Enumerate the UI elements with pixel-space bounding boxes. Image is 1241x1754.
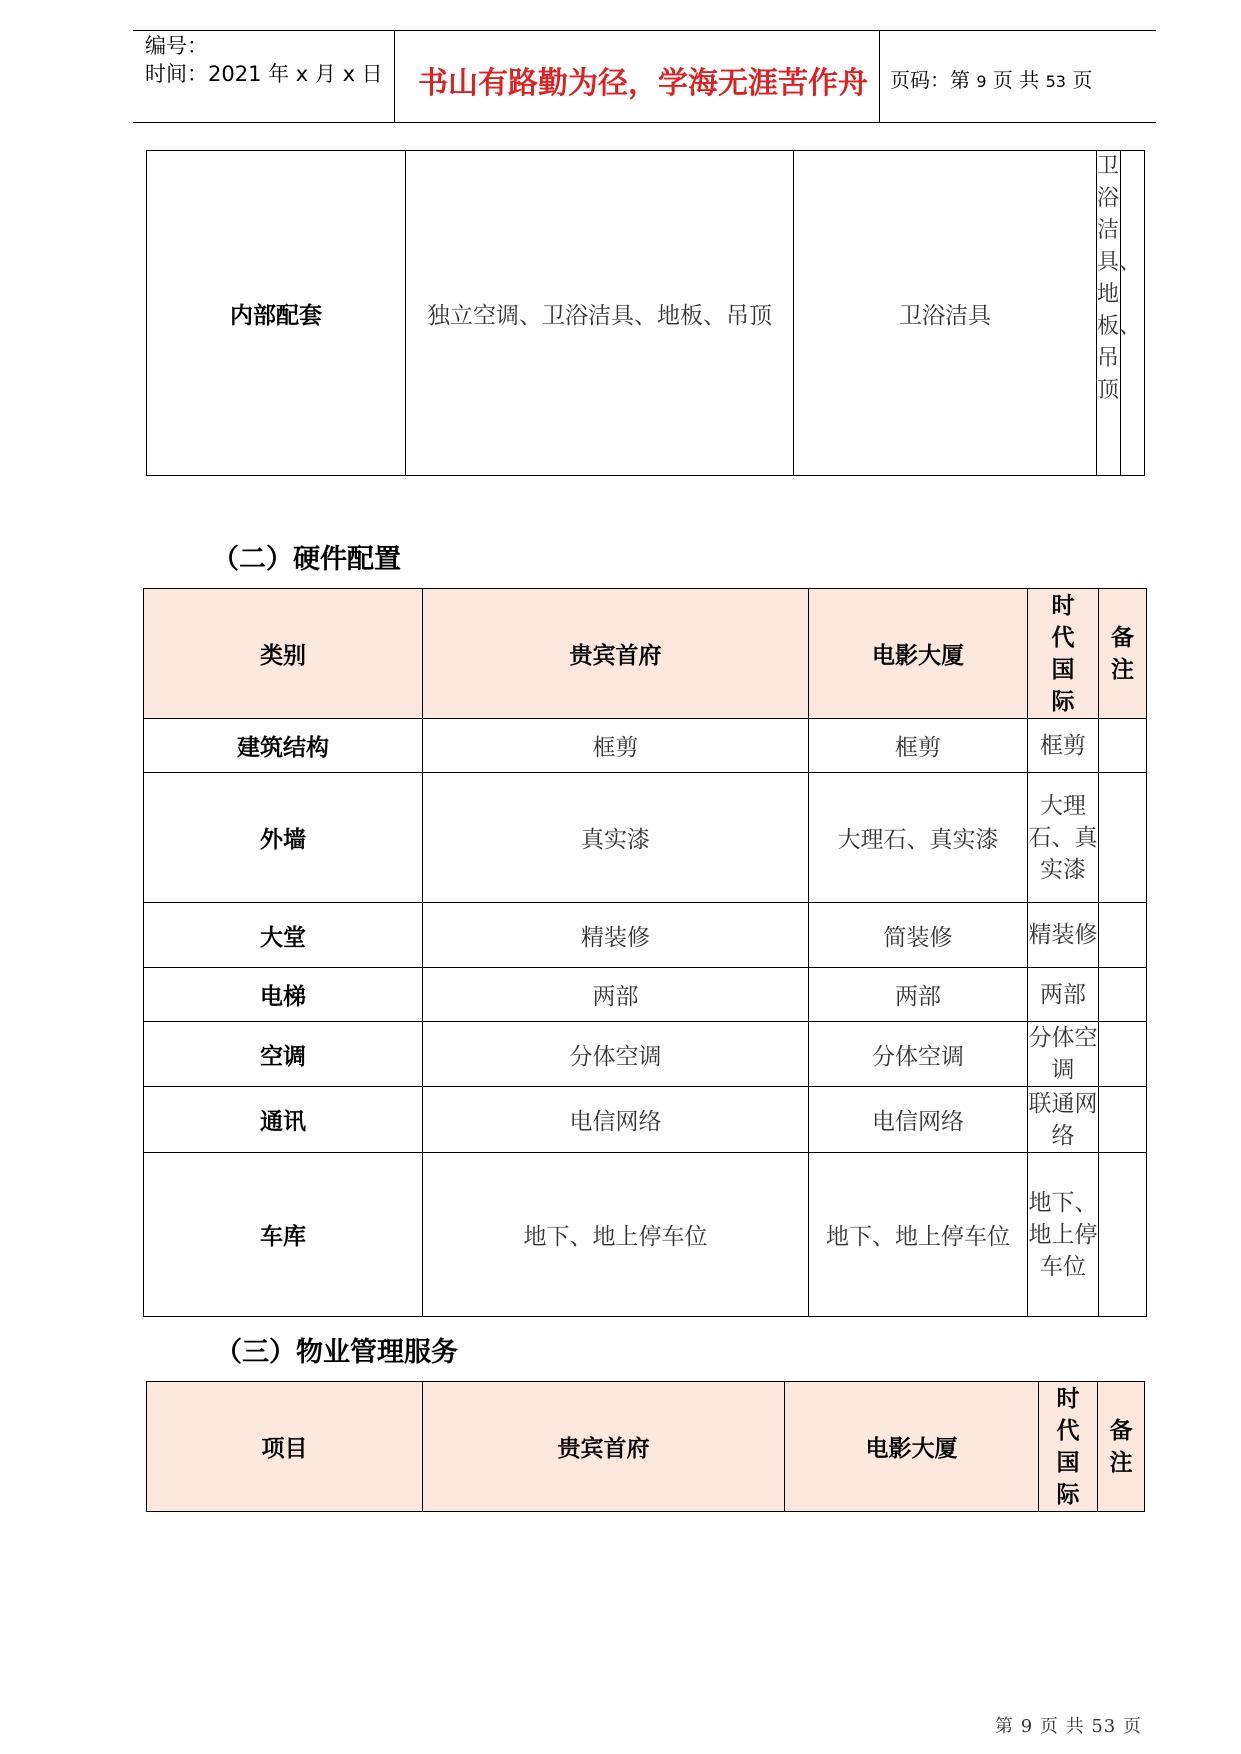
row-label: 建筑结构 <box>144 719 423 773</box>
hardware-header-remark: 备注 <box>1099 589 1147 719</box>
row-col3: 分体空调 <box>1028 1022 1099 1087</box>
row-label: 车库 <box>144 1153 423 1317</box>
service-header-col2: 电影大厦 <box>785 1382 1039 1512</box>
table-row <box>144 968 1147 1022</box>
table-row <box>144 1153 1147 1317</box>
row-col3: 两部 <box>1028 968 1099 1022</box>
row-col1: 精装修 <box>423 903 809 968</box>
row-col1: 电信网络 <box>423 1087 809 1153</box>
row-col3: 联通网络 <box>1028 1087 1099 1153</box>
page-mid: 页 共 <box>992 68 1040 92</box>
hardware-header-row <box>144 589 1147 719</box>
hardware-table <box>143 588 1147 1317</box>
header-top-rule <box>133 30 1156 31</box>
date-label: 时间：2021 年 x 月 x 日 <box>145 62 383 86</box>
table-row <box>144 903 1147 968</box>
page-total: 53 <box>1045 72 1066 91</box>
row-col2: 框剪 <box>809 719 1028 773</box>
row-remark <box>1099 1087 1147 1153</box>
row-col1: 地下、地上停车位 <box>423 1153 809 1317</box>
hardware-header-col1: 贵宾首府 <box>423 589 809 719</box>
row-col3: 地下、地上停车位 <box>1028 1153 1099 1317</box>
row-label: 大堂 <box>144 903 423 968</box>
row-remark <box>1099 1153 1147 1317</box>
table-row <box>144 1087 1147 1153</box>
service-header-item: 项目 <box>147 1382 423 1512</box>
row-label: 外墙 <box>144 773 423 903</box>
table-row <box>144 719 1147 773</box>
row-remark <box>1099 903 1147 968</box>
row-col1: 两部 <box>423 968 809 1022</box>
row-label: 通讯 <box>144 1087 423 1153</box>
section2-title: （二）硬件配置 <box>212 544 401 575</box>
service-header-row <box>147 1382 1145 1512</box>
section3-title: （三）物业管理服务 <box>215 1337 458 1368</box>
interior-label: 内部配套 <box>147 151 406 476</box>
header-divider-left <box>394 30 395 122</box>
header-motto: 书山有路勤为径，学海无涯苦作舟 <box>418 66 868 101</box>
page-prefix: 页码：第 <box>890 68 970 92</box>
page-number: 9 <box>976 72 987 91</box>
interior-col4 <box>1121 151 1145 476</box>
row-col2: 大理石、真实漆 <box>809 773 1028 903</box>
row-remark <box>1099 968 1147 1022</box>
hardware-header-category: 类别 <box>144 589 423 719</box>
row-label: 空调 <box>144 1022 423 1087</box>
row-col2: 分体空调 <box>809 1022 1028 1087</box>
row-col3: 框剪 <box>1028 719 1099 773</box>
interior-col3: 卫浴洁具、地板、吊顶 <box>1097 151 1121 476</box>
property-service-table <box>146 1381 1145 1512</box>
row-col2: 地下、地上停车位 <box>809 1153 1028 1317</box>
header-divider-right <box>879 30 880 122</box>
table-row <box>144 1022 1147 1087</box>
hardware-header-col3: 时代国际 <box>1028 589 1099 719</box>
page-footer: 第 9 页 共 53 页 <box>995 1716 1142 1737</box>
interior-col2: 卫浴洁具 <box>794 151 1097 476</box>
row-remark <box>1099 1022 1147 1087</box>
row-remark <box>1099 719 1147 773</box>
row-col2: 电信网络 <box>809 1087 1028 1153</box>
header-page-info <box>890 64 1092 93</box>
header-bottom-rule <box>133 122 1156 123</box>
row-remark <box>1099 773 1147 903</box>
service-header-remark: 备注 <box>1098 1382 1145 1512</box>
hardware-header-col2: 电影大厦 <box>809 589 1028 719</box>
row-col2: 两部 <box>809 968 1028 1022</box>
serial-label: 编号： <box>145 34 208 58</box>
interior-col1: 独立空调、卫浴洁具、地板、吊顶 <box>406 151 794 476</box>
row-col3: 精装修 <box>1028 903 1099 968</box>
row-col2: 简装修 <box>809 903 1028 968</box>
table-row <box>144 773 1147 903</box>
service-header-col1: 贵宾首府 <box>423 1382 785 1512</box>
row-col1: 真实漆 <box>423 773 809 903</box>
service-header-col3: 时代国际 <box>1039 1382 1098 1512</box>
row-label: 电梯 <box>144 968 423 1022</box>
page-suffix: 页 <box>1072 68 1093 92</box>
interior-facilities-table <box>146 150 1145 476</box>
row-col1: 分体空调 <box>423 1022 809 1087</box>
row-col3: 大理石、真实漆 <box>1028 773 1099 903</box>
row-col1: 框剪 <box>423 719 809 773</box>
